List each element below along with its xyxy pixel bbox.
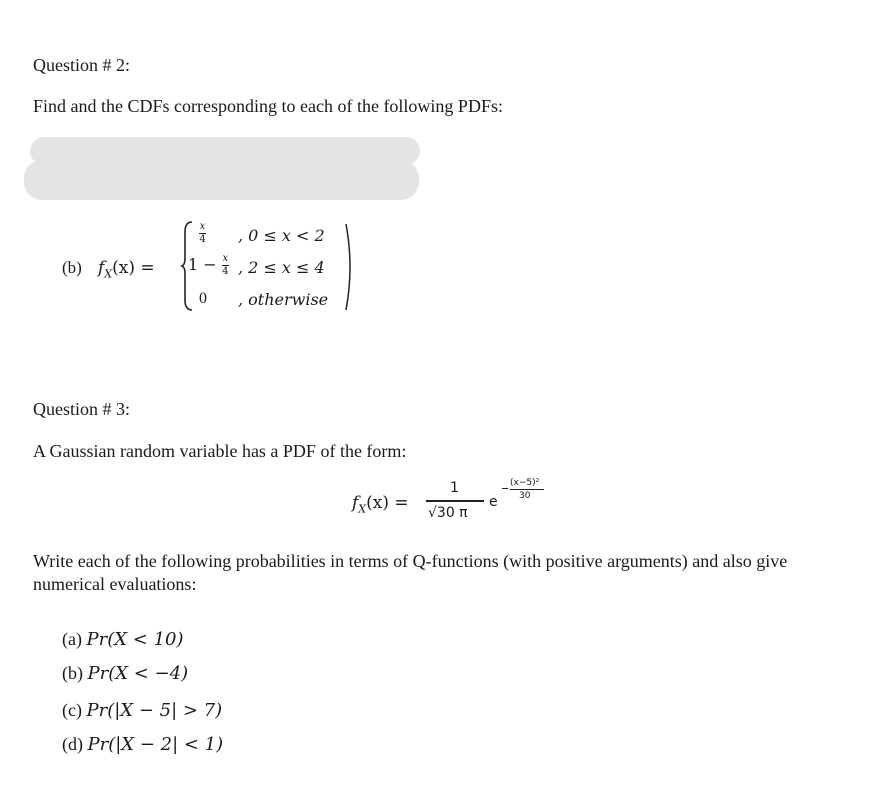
- exponent-denominator: 30: [519, 491, 531, 501]
- gaussian-pdf-formula: [350, 478, 560, 534]
- case-2-expr: 1 − $\frac{x}{4}$: [188, 253, 229, 277]
- case-3-condition: , otherwise: [238, 290, 329, 309]
- right-paren: [344, 222, 356, 312]
- question-3-instruction-line2: numerical evaluations:: [33, 574, 197, 594]
- exponent-fraction-bar: [510, 489, 544, 490]
- question-3-instruction-line1: Write each of the following probabilities in terms of Q-functions (with positive arguments) and also give: [33, 551, 788, 571]
- pdf-denominator: √30 π: [428, 505, 468, 521]
- list-item: (a) Pr(X < 10): [62, 629, 184, 650]
- case-1-expr: $\frac{x}{4}$: [199, 221, 206, 245]
- question-3-heading: Question # 3:: [33, 399, 130, 419]
- pdf-exponent: [500, 478, 552, 504]
- question-2-instruction: Find and the CDFs corresponding to each of the following PDFs:: [33, 96, 503, 116]
- question-2-heading: Question # 2:: [33, 55, 130, 75]
- list-item: (b) Pr(X < −4): [62, 663, 189, 684]
- question-3-intro: A Gaussian random variable has a PDF of the form:: [33, 441, 407, 461]
- case-3-expr: 0: [199, 290, 207, 307]
- pdf-exponential-base: e: [489, 494, 498, 510]
- redaction-bar-lower: [24, 160, 419, 200]
- case-2-condition: , 2 ≤ x ≤ 4: [238, 258, 325, 277]
- part-b-label: (b): [62, 258, 82, 277]
- pdf-numerator: 1: [450, 480, 459, 496]
- pdf-fraction-bar: [426, 500, 484, 502]
- list-item: (d) Pr(|X − 2| < 1): [62, 734, 224, 755]
- case-1-condition: , 0 ≤ x < 2: [238, 226, 325, 245]
- part-b-lhs: $f_X(x)$ =: [98, 258, 155, 281]
- list-item: (c) Pr(|X − 5| > 7): [62, 700, 223, 721]
- pdf-lhs: $f_X(x)$ =: [352, 493, 409, 516]
- piecewise-pdf: [62, 216, 392, 316]
- exponent-numerator: (x−5)²: [510, 478, 540, 488]
- exponent-minus: [502, 488, 508, 489]
